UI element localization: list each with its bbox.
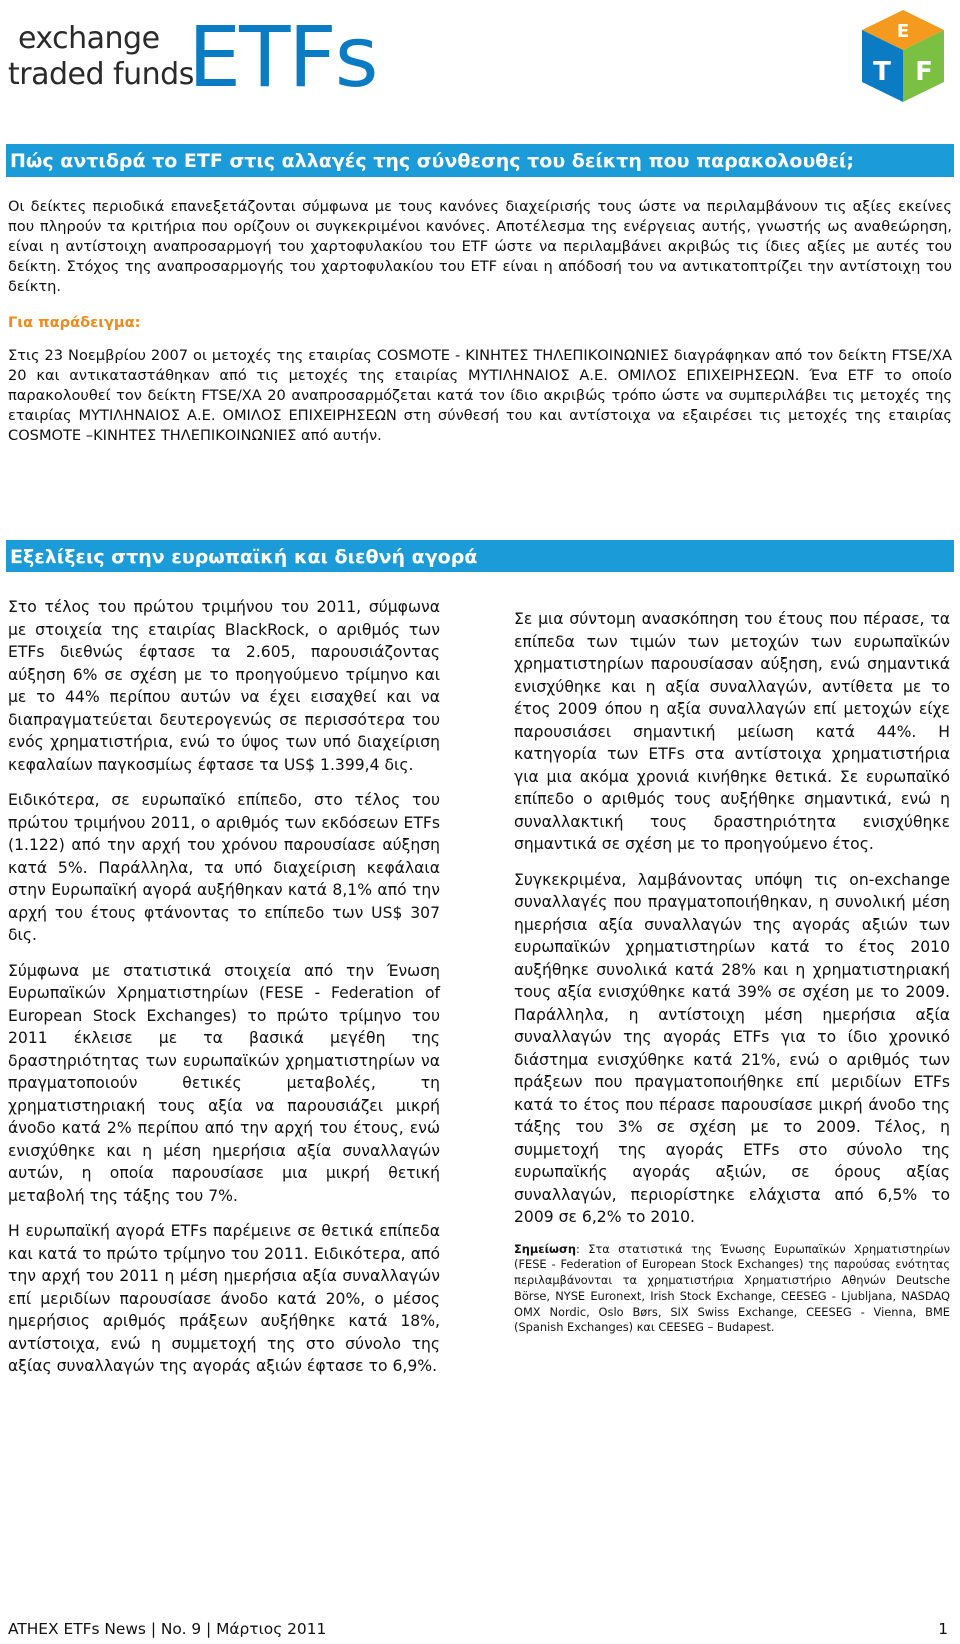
note-paragraph bbox=[514, 1242, 950, 1337]
example-label: Για παράδειγμα: bbox=[8, 314, 141, 331]
note-text: : Στα στατιστικά της Ένωσης Ευρωπαϊκών Χρηματιστηρίων (FESE - Federation of European Stock Exchanges) της παρούσας ενότητας περιλαμβάνονται τα χρηματιστήρια Χρηματιστήριο Αθηνών Deutsche Börse, NYSE Euronext, Irish Stock Exchange, CEESEG - Ljubljana, NASDAQ OMX Nordic, Oslo Børs, SIX Swiss Exchange, CEESEG - Vienna, BME (Spanish Exchanges) και CEESEG – Budapest. bbox=[514, 1241, 950, 1335]
left-column bbox=[8, 596, 440, 1391]
right-paragraph-1: Σε μια σύντομη ανασκόπηση του έτους που πέρασε, τα επίπεδα των τιμών των μετοχών των ευρωπαϊκών χρηματιστηρίων παρουσίασαν αύξηση, ενώ σημαντικά ενισχύθηκε και η αξία συναλλαγών, αντίθετα με το έτος 2009 όπου η αξία συναλλαγών επί μετοχών είχε παρουσιάσει σημαντική μείωση κατά 44%. Η κατηγορία των ETFs στα αντίστοιχα χρηματιστήρια για μια ακόμα χρονιά κινήθηκε θετικά. Σε ευρωπαϊκό επίπεδο ο αριθμός τους αυξήθηκε σημαντικά, ενώ η συναλλακτική τους δραστηριότητα ενισχύθηκε σημαντικά σε σχέση με το προηγούμενο έτος. bbox=[514, 610, 950, 853]
left-paragraph-1: Στο τέλος του πρώτου τριμήνου του 2011, σύμφωνα με στοιχεία της εταιρίας BlackRock, ο αριθμός των ETFs διεθνώς έφτασε τα 2.605, παρουσιάζοντας αύξηση 6% σε σχέση με το προηγούμενο τρίμηνο και με το 44% περίπου αυτών να έχει εισαχθεί και να διαπραγματεύεται δευτερογενώς σε περισσότερα του ενός χρηματιστήρια, ενώ το ύψος των υπό διαχείριση κεφαλαίων παγκοσμίως έφτασε τα US$ 1.399,4 δις. bbox=[8, 598, 440, 774]
etf-cube-logo-icon bbox=[856, 6, 950, 106]
cube-letter-e: E bbox=[896, 21, 910, 42]
logo-exchange-traded-funds bbox=[8, 8, 377, 106]
section-1-intro: Οι δείκτες περιοδικά επανεξετάζονται σύμφωνα με τους κανόνες διαχείρισής τους ώστε να περιλαμβάνουν τις αξίες εκείνες που πληρούν τα κριτήρια που ορίζουν οι συγκεκριμένοι κανόνες. Αποτέλεσμα της ενέργειας αυτής, γνωστής ως αναθεώρηση, είναι η αντίστοιχη αναπροσαρμογή του χαρτοφυλακίου του ETF ώστε να περιλαμβάνει ακριβώς τις ίδιες αξίες με αυτές του δείκτη. Στόχος της αναπροσαρμογής του χαρτοφυλακίου του ETF είναι η απόδοσή του να αντικατοπτρίζει την αντίστοιχη του δείκτη. bbox=[8, 198, 952, 295]
section-2-heading: Εξελίξεις στην ευρωπαϊκή και διεθνή αγορά bbox=[6, 540, 954, 572]
logo-etfs: ETFs bbox=[188, 8, 377, 106]
section-1-heading: Πώς αντιδρά το ETF στις αλλαγές της σύνθεσης του δείκτη που παρακολουθεί; bbox=[6, 144, 954, 177]
left-paragraph-3: Σύμφωνα με στατιστικά στοιχεία από την Ένωση Ευρωπαϊκών Χρηματιστηρίων (FESE - Federation of European Stock Exchanges) το πρώτο τρίμηνο του 2011 έκλεισε με τα βασικά μεγέθη της δραστηριότητας των ευρωπαϊκών χρηματιστηρίων να πραγματοποιούν θετικές μεταβολές, τη χρηματιστηριακή τους αξία να παρουσιάζει μικρή άνοδο κατά 2% περίπου από την αρχή του έτους, ενώ ενισχύθηκε και η μέση ημερήσια αξία συναλλαγών αυτών, η οποία παρουσίασε μια μικρή θετική μεταβολή της τάξης του 7%. bbox=[8, 961, 440, 1205]
logo-line-2: traded funds bbox=[8, 57, 194, 92]
left-paragraph-4: Η ευρωπαϊκή αγορά ETFs παρέμεινε σε θετικά επίπεδα και κατά το πρώτο τρίμηνο του 2011. Ειδικότερα, από την αρχή του 2011 η μέση ημερήσια αξία συναλλαγών επί μεριδίων παρουσίασε άνοδο κατά 20%, ο μέσος ημερήσιος αριθμός πράξεων αυξήθηκε κατά 18%, αντίστοιχα, ενώ η συμμετοχή της στο σύνολο της αξίας συναλλαγών της αγοράς αξιών έφτασε το 6,9%. bbox=[8, 1222, 440, 1375]
note-label: Σημείωση bbox=[514, 1241, 576, 1256]
right-column bbox=[514, 608, 950, 1349]
right-paragraph-2: Συγκεκριμένα, λαμβάνοντας υπόψη τις on-exchange συναλλαγές που πραγματοποιήθηκαν, η συνολική μέση ημερήσια αξία συναλλαγών της αγοράς αξιών των ευρωπαϊκών χρηματιστηρίων κατά το έτος 2010 αυξήθηκε συνολικά κατά 28% και η χρηματιστηριακή τους αξία ενισχύθηκε κατά 39% σε σχέση με το 2009. Παράλληλα, η αντίστοιχη μέση ημερήσια αξία συναλλαγών της αγοράς ETFs για το ίδιο χρονικό διάστημα ενισχύθηκε κατά 21%, ενώ ο αριθμός των πράξεων που πραγματοποιήθηκε επί μεριδίων ETFs κατά το έτος που πέρασε παρουσίασε μικρή άνοδο της τάξης του 3% σε σχέση με το 2009. Τέλος, η συμμετοχή της αγοράς ETFs στο σύνολο της ευρωπαϊκής αγοράς αξιών, σε όρους αξίας συναλλαγών, περιορίστηκε ελάχιστα από 6,5% το 2009 σε 6,2% το 2010. bbox=[514, 870, 950, 1226]
cube-letter-f: F bbox=[915, 57, 933, 87]
section-1-example: Στις 23 Νοεμβρίου 2007 οι μετοχές της εταιρίας COSMOTE - ΚΙΝΗΤΕΣ ΤΗΛΕΠΙΚΟΙΝΩΝΙΕΣ διαγράφηκαν από τον δείκτη FTSE/XA 20 και αντικαταστάθηκαν από τις μετοχές της εταιρίας ΜΥΤΙΛΗΝΑΙΟΣ Α.Ε. ΟΜΙΛΟΣ ΕΠΙΧΕΙΡΗΣΕΩΝ. Ένα ETF το οποίο παρακολουθεί τον δείκτη FTSE/XA 20 αναπροσαρμόζεται κατά τον ίδιο ακριβώς τρόπο ώστε να συμπεριλάβει τις μετοχές της εταιρίας ΜΥΤΙΛΗΝΑΙΟΣ Α.Ε. ΟΜΙΛΟΣ ΕΠΙΧΕΙΡΗΣΕΩΝ στη σύνθεσή του και αντίστοιχα να εξαιρέσει τις μετοχές της εταιρίας COSMOTE –ΚΙΝΗΤΕΣ ΤΗΛΕΠΙΚΟΙΝΩΝΙΕΣ από αυτήν. bbox=[8, 347, 952, 444]
footer-page-number: 1 bbox=[938, 1620, 948, 1638]
left-paragraph-2: Ειδικότερα, σε ευρωπαϊκό επίπεδο, στο τέλος του πρώτου τριμήνου 2011, ο αριθμός των εκδόσεων ETFs (1.122) από την αρχή του χρόνου παρουσίασε αύξηση κατά 5%. Παράλληλα, τα υπό διαχείριση κεφάλαια στην Ευρωπαϊκή αγορά αυξήθηκαν κατά 8,1% από την αρχή του έτους φτάνοντας το επίπεδο των US$ 307 δις. bbox=[8, 791, 440, 944]
cube-letter-t: T bbox=[873, 57, 891, 87]
logo-line-1: exchange bbox=[18, 21, 160, 56]
footer-publication: ATHEX ETFs News | No. 9 | Μάρτιος 2011 bbox=[8, 1620, 327, 1638]
